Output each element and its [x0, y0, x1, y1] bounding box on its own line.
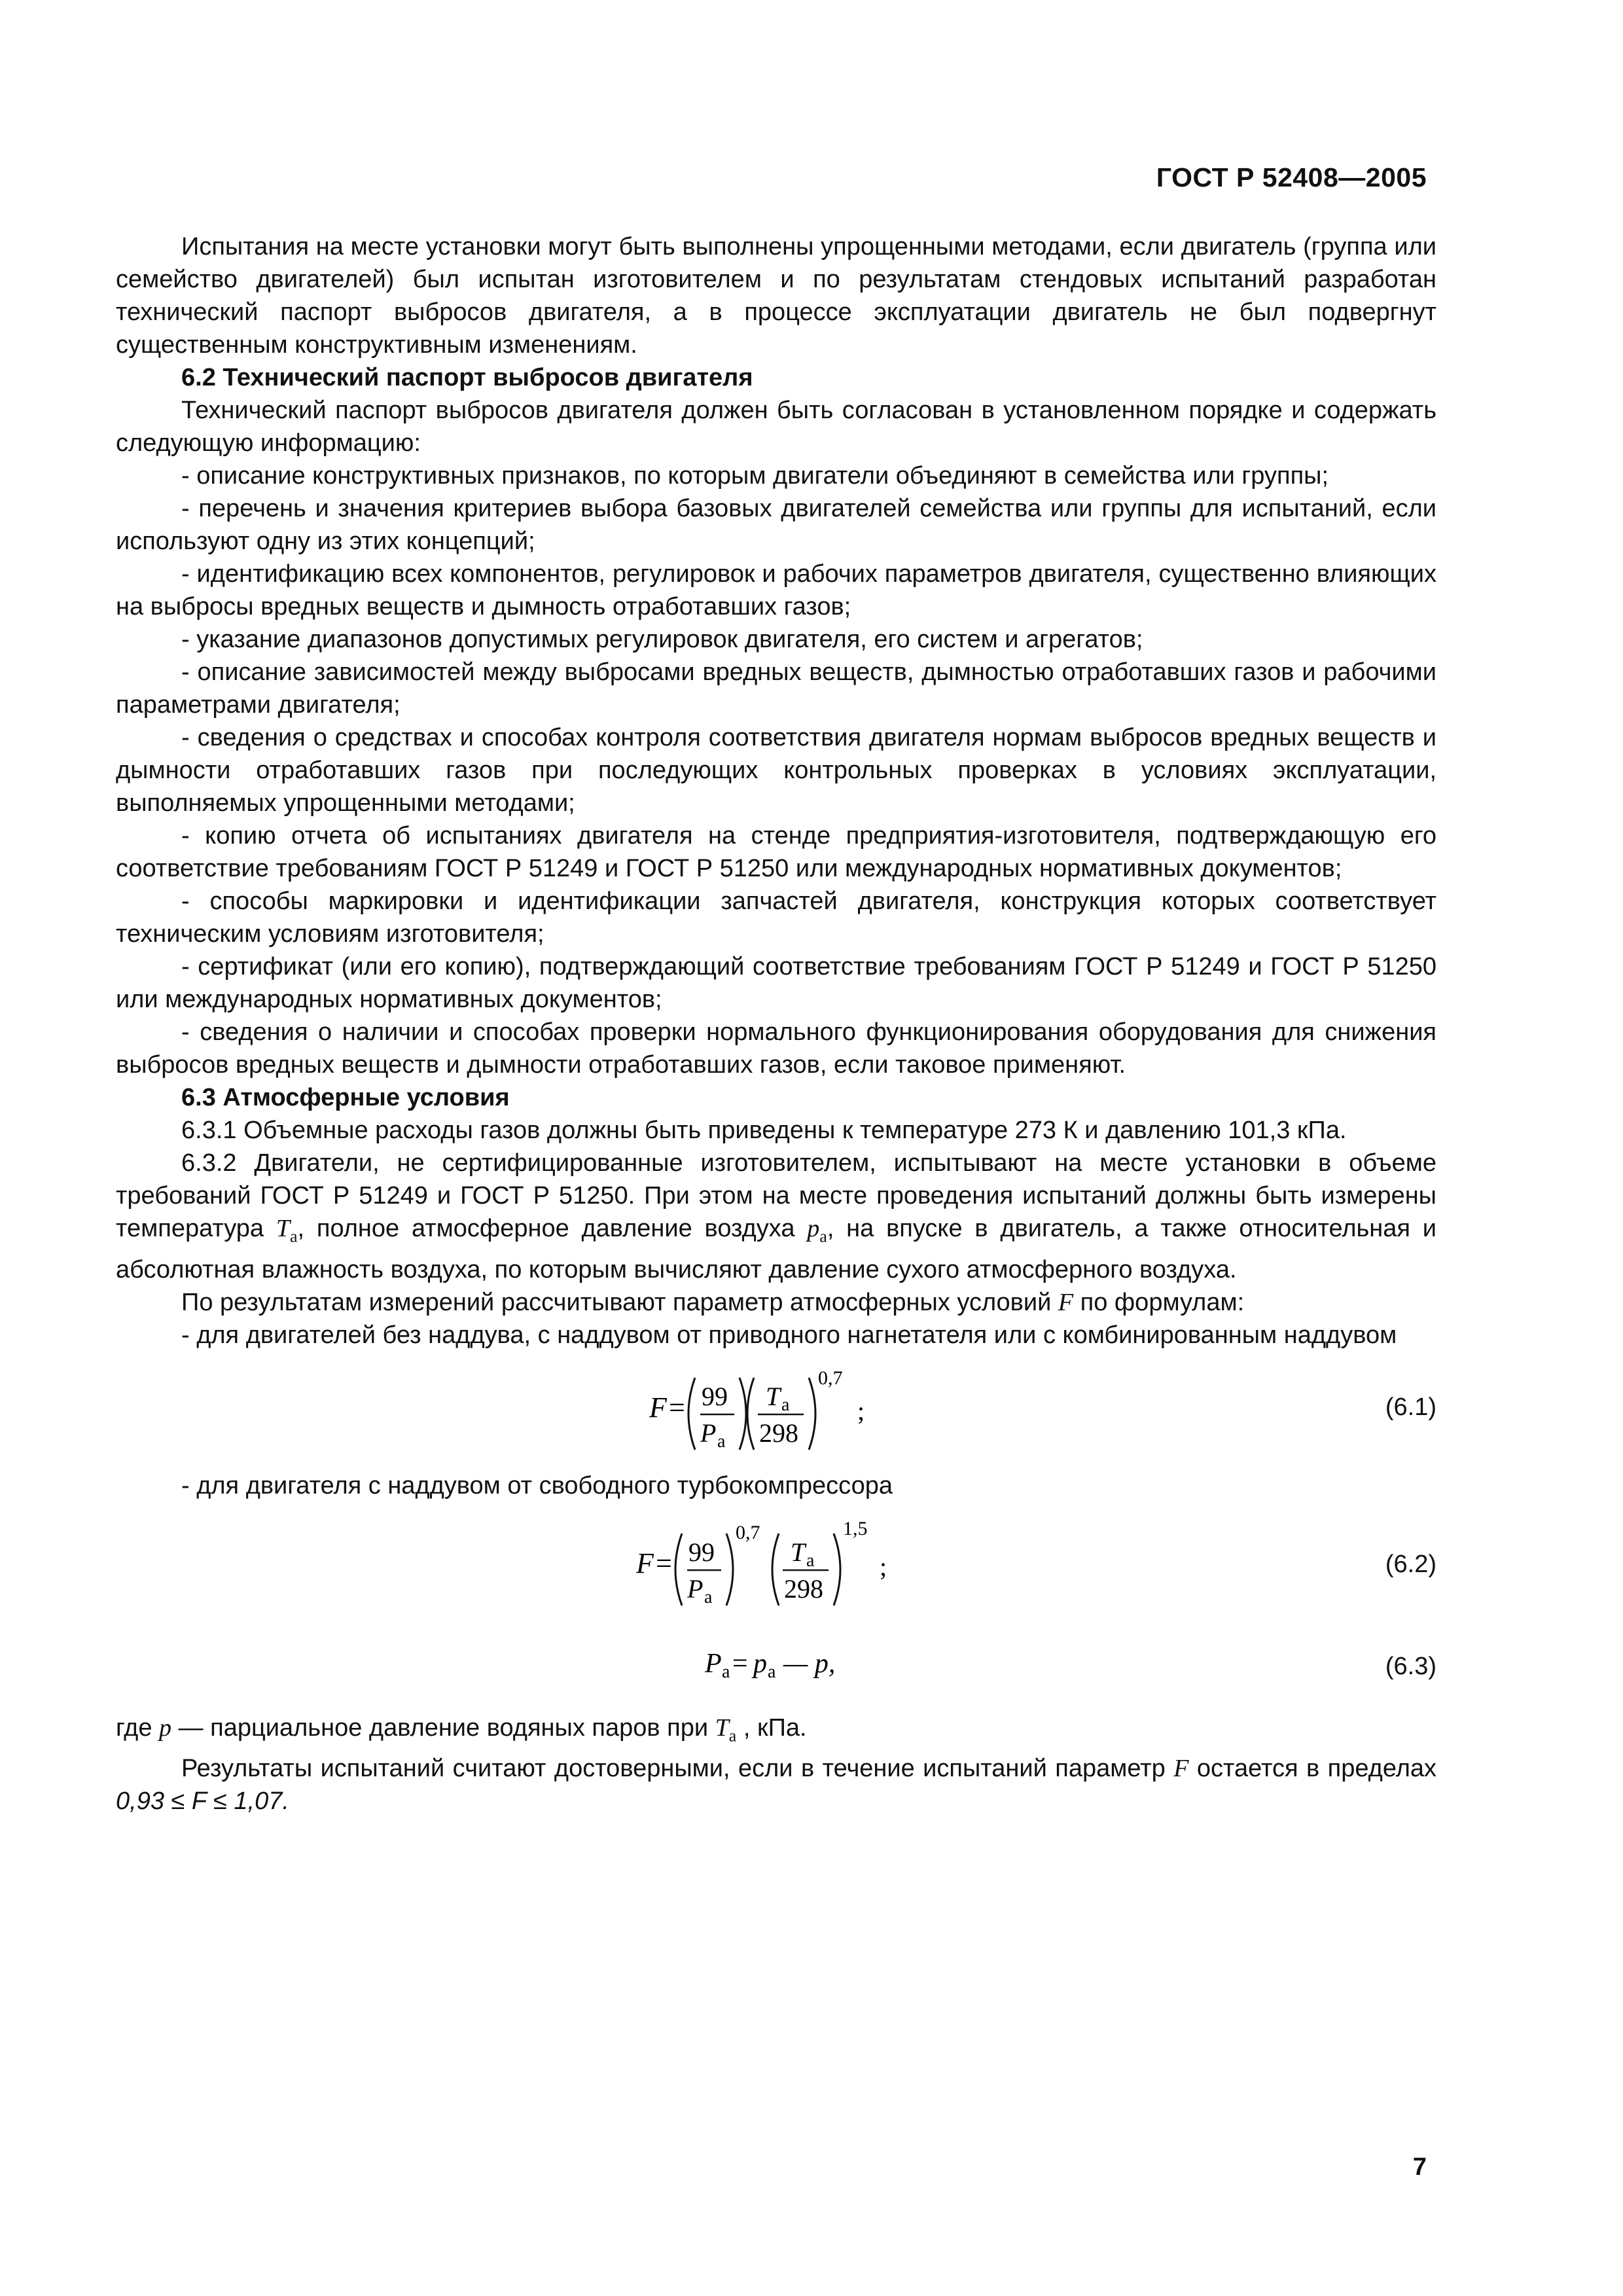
formula-6-2-row: [116, 1502, 1436, 1633]
where-clause: где p — парциальное давление водяных паров при $T_a$ , кПа.: [116, 1713, 807, 1746]
formula-6-3-number: (6.3): [1385, 1652, 1436, 1680]
svg-text:99: 99: [688, 1537, 715, 1567]
svg-text:P: P: [700, 1418, 717, 1448]
list-item: - сведения о наличии и способах проверки нормального функционирования оборудования для снижения выбросов вредных веществ и дымности отработавших газов, если таковое применяют.: [116, 1018, 1436, 1079]
list-item: - способы маркировки и идентификации запчастей двигателя, конструкция которых соответствует техническим условиям изготовителя;: [116, 888, 1436, 948]
svg-text:a: a: [717, 1431, 726, 1452]
svg-text:F: F: [649, 1391, 667, 1424]
svg-text:;: ;: [857, 1395, 865, 1426]
case-2-description: - для двигателя с наддувом от свободного турбокомпрессора: [181, 1471, 893, 1499]
page-number: 7: [1412, 2153, 1427, 2181]
svg-text:T: T: [791, 1537, 806, 1567]
svg-text:a: a: [806, 1550, 815, 1571]
symbol-Ta-where: $T_a$: [715, 1713, 737, 1746]
results-validity: Результаты испытаний считают достоверными, если в течение испытаний параметр F остается в пределах 0,93 ≤ F ≤ 1,07.: [116, 1755, 1436, 1816]
svg-text:a: a: [768, 1661, 776, 1682]
svg-text:1,5: 1,5: [843, 1517, 868, 1539]
document-header: ГОСТ Р 52408—2005: [1156, 162, 1427, 192]
svg-text:P: P: [705, 1648, 722, 1679]
formula-6-2: [636, 1515, 911, 1620]
svg-text:— p,: — p,: [783, 1648, 836, 1679]
svg-text:P: P: [687, 1573, 704, 1604]
svg-text:99: 99: [702, 1381, 728, 1411]
svg-text:0,7: 0,7: [818, 1367, 843, 1389]
svg-text:;: ;: [880, 1551, 887, 1581]
paragraph-6-3-1: 6.3.1 Объемные расходы газов должны быть приведены к температуре 273 К и давлению 101,3 кПа.: [181, 1117, 1347, 1144]
paragraph-6-3-2: 6.3.2 Двигатели, не сертифицированные изготовителем, испытывают на месте установки в объеме требований ГОСТ Р 51249 и ГОСТ Р 51250. При этом на месте проведения испытаний должны быть измерены температура $T_a$, полное атмосферное давление воздуха $p_a$, на впуске в двигатель, а также относительная и абсолютная влажность воздуха, по которым вычисляют давление сухого атмосферного воздуха.: [116, 1149, 1437, 1283]
calculation-intro: По результатам измерений рассчитывают параметр атмосферных условий F по формулам:: [181, 1288, 1245, 1316]
svg-text:=: =: [732, 1648, 748, 1679]
list-item: - копию отчета об испытаниях двигателя на стенде предприятия-изготовителя, подтверждающую его соответствие требованиям ГОСТ Р 51249 и ГОСТ Р 51250 или международных нормативных документов;: [116, 822, 1436, 882]
intro-paragraph: Испытания на месте установки могут быть выполнены упрощенными методами, если двигатель (группа или семейство двигателей) был испытан изготовителем и по результатам стендовых испытаний разработан технический паспорт выбросов двигателя, а в процессе эксплуатации двигатель не был подвергнут существенным конструктивным изменениям.: [116, 233, 1436, 359]
svg-text:F: F: [636, 1547, 654, 1579]
formula-6-2-number: (6.2): [1385, 1550, 1436, 1578]
list-item: - описание конструктивных признаков, по которым двигатели объединяют в семейства или группы;: [181, 462, 1329, 490]
symbol-pa: $p_a$: [807, 1215, 827, 1246]
svg-text:0,7: 0,7: [736, 1521, 760, 1543]
svg-text:=: =: [669, 1391, 685, 1424]
svg-text:a: a: [704, 1587, 713, 1607]
svg-text:298: 298: [759, 1418, 798, 1448]
svg-text:p: p: [753, 1648, 767, 1679]
svg-text:298: 298: [784, 1573, 823, 1604]
formula-6-1: [649, 1365, 885, 1463]
svg-text:a: a: [781, 1394, 790, 1415]
section-6-3-heading: 6.3 Атмосферные условия: [181, 1084, 510, 1111]
formula-6-1-row: [116, 1352, 1436, 1469]
section-6-2-list: [116, 459, 1436, 1081]
list-item: - описание зависимостей между выбросами вредных веществ, дымностью отработавших газов и рабочими параметрами двигателя;: [116, 658, 1436, 719]
section-6-2-heading: 6.2 Технический паспорт выбросов двигателя: [181, 364, 753, 391]
formula-6-3: [705, 1640, 901, 1692]
list-item: - сертификат (или его копию), подтверждающий соответствие требованиям ГОСТ Р 51249 и ГОСТ Р 51250 или международных нормативных документов;: [116, 953, 1436, 1013]
svg-text:=: =: [656, 1547, 672, 1579]
formula-6-1-number: (6.1): [1385, 1393, 1436, 1421]
list-item: - сведения о средствах и способах контроля соответствия двигателя нормам выбросов вредных веществ и дымности отработавших газов при последующих контрольных проверках в условиях эксплуатации, выполняемых упрощенными методами;: [116, 724, 1436, 817]
list-item: - перечень и значения критериев выбора базовых двигателей семейства или группы для испытаний, если используют одну из этих концепций;: [116, 495, 1436, 555]
section-6-2-intro: Технический паспорт выбросов двигателя должен быть согласован в установленном порядке и содержать следующую информацию:: [116, 397, 1436, 457]
formula-6-3-row: [116, 1633, 1436, 1712]
case-1-description: - для двигателей без наддува, с наддувом от приводного нагнетателя или с комбинированным наддувом: [181, 1321, 1397, 1349]
list-item: - идентификацию всех компонентов, регулировок и рабочих параметров двигателя, существенно влияющих на выбросы вредных веществ и дымность отработавших газов;: [116, 560, 1436, 620]
symbol-Ta: $T_a$: [276, 1215, 298, 1246]
list-item: - указание диапазонов допустимых регулировок двигателя, его систем и агрегатов;: [181, 626, 1143, 653]
svg-text:a: a: [722, 1661, 730, 1682]
document-body: [116, 230, 1436, 1818]
svg-text:T: T: [766, 1381, 781, 1411]
